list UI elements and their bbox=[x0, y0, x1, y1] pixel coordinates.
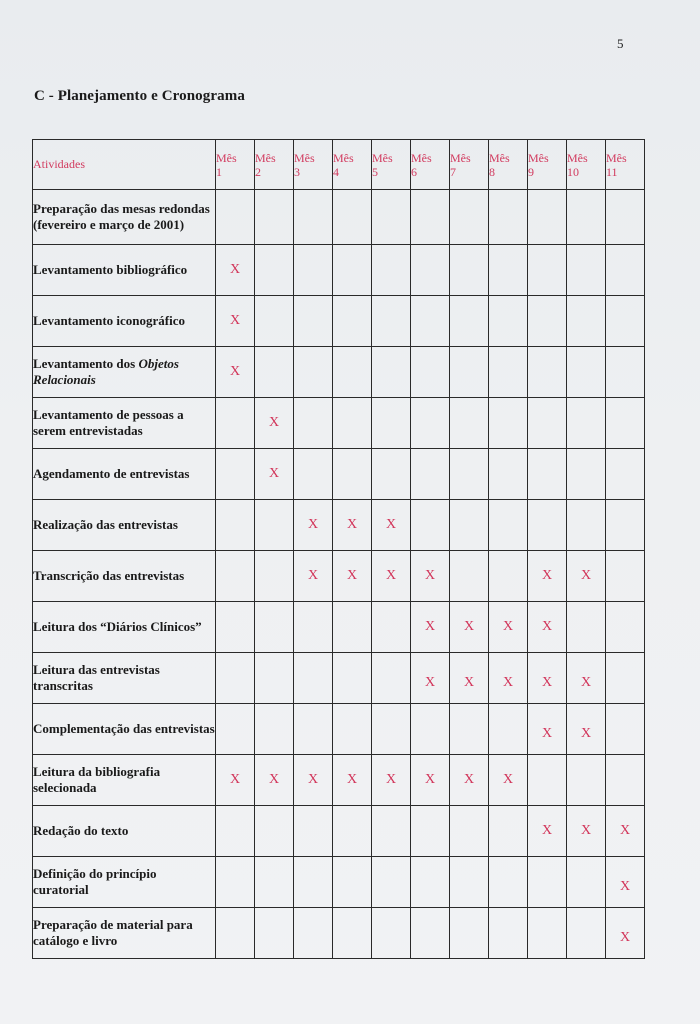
table-row bbox=[33, 500, 645, 551]
month-cell bbox=[606, 755, 645, 806]
month-cell bbox=[255, 296, 294, 347]
month-cell bbox=[216, 755, 255, 806]
month-cell bbox=[411, 755, 450, 806]
month-cell bbox=[333, 500, 372, 551]
schedule-mark: X bbox=[541, 823, 553, 838]
month-cell bbox=[567, 602, 606, 653]
month-cell bbox=[294, 449, 333, 500]
month-cell bbox=[567, 551, 606, 602]
month-cell bbox=[255, 190, 294, 245]
month-cell bbox=[294, 500, 333, 551]
schedule-mark: X bbox=[346, 517, 358, 532]
schedule-mark: X bbox=[424, 772, 436, 787]
month-number: 5 bbox=[372, 164, 378, 179]
month-cell bbox=[606, 296, 645, 347]
month-cell bbox=[216, 296, 255, 347]
schedule-mark: X bbox=[541, 568, 553, 583]
table-row bbox=[33, 602, 645, 653]
month-cell bbox=[255, 551, 294, 602]
month-number: 1 bbox=[216, 164, 222, 179]
month-cell bbox=[216, 190, 255, 245]
month-cell bbox=[489, 704, 528, 755]
month-cell bbox=[450, 296, 489, 347]
month-cell bbox=[411, 190, 450, 245]
table-row bbox=[33, 755, 645, 806]
table-row bbox=[33, 190, 645, 245]
month-cell bbox=[372, 908, 411, 959]
month-cell bbox=[216, 500, 255, 551]
month-cell bbox=[333, 602, 372, 653]
month-cell bbox=[216, 347, 255, 398]
month-header bbox=[411, 140, 450, 190]
month-cell bbox=[450, 755, 489, 806]
schedule-mark: X bbox=[307, 568, 319, 583]
month-cell bbox=[489, 602, 528, 653]
month-cell bbox=[372, 653, 411, 704]
month-label: Mês bbox=[489, 150, 510, 165]
month-cell bbox=[528, 602, 567, 653]
month-label: Mês bbox=[333, 150, 354, 165]
month-cell bbox=[294, 908, 333, 959]
month-label: Mês bbox=[450, 150, 471, 165]
schedule-mark: X bbox=[229, 772, 241, 787]
schedule-mark: X bbox=[229, 364, 241, 379]
activity-cell: Definição do princípio curatorial bbox=[33, 857, 216, 908]
month-cell bbox=[528, 500, 567, 551]
month-cell bbox=[372, 500, 411, 551]
month-cell bbox=[411, 857, 450, 908]
month-cell bbox=[489, 190, 528, 245]
month-cell bbox=[606, 653, 645, 704]
month-cell bbox=[528, 908, 567, 959]
month-cell bbox=[255, 653, 294, 704]
month-cell bbox=[294, 857, 333, 908]
schedule-mark: X bbox=[424, 568, 436, 583]
table-row bbox=[33, 806, 645, 857]
month-header bbox=[333, 140, 372, 190]
activity-cell: Levantamento iconográfico bbox=[33, 296, 216, 347]
schedule-mark: X bbox=[307, 772, 319, 787]
month-cell bbox=[567, 653, 606, 704]
month-cell bbox=[411, 347, 450, 398]
month-cell bbox=[606, 190, 645, 245]
schedule-mark: X bbox=[229, 262, 241, 277]
month-cell bbox=[567, 449, 606, 500]
month-header bbox=[528, 140, 567, 190]
month-cell bbox=[528, 704, 567, 755]
schedule-mark: X bbox=[463, 772, 475, 787]
activity-cell: Complementação das entrevistas bbox=[33, 704, 216, 755]
schedule-mark: X bbox=[346, 772, 358, 787]
activity-cell: Redação do texto bbox=[33, 806, 216, 857]
month-cell bbox=[411, 551, 450, 602]
month-cell bbox=[294, 347, 333, 398]
month-cell bbox=[606, 551, 645, 602]
table-row bbox=[33, 245, 645, 296]
month-cell bbox=[255, 398, 294, 449]
month-cell bbox=[489, 857, 528, 908]
month-cell bbox=[489, 245, 528, 296]
schedule-mark: X bbox=[424, 619, 436, 634]
month-cell bbox=[450, 653, 489, 704]
month-label: Mês bbox=[606, 150, 627, 165]
month-cell bbox=[333, 908, 372, 959]
schedule-mark: X bbox=[385, 517, 397, 532]
month-cell bbox=[489, 653, 528, 704]
month-cell bbox=[294, 602, 333, 653]
month-cell bbox=[294, 551, 333, 602]
month-cell bbox=[411, 449, 450, 500]
month-cell bbox=[411, 296, 450, 347]
month-cell bbox=[450, 500, 489, 551]
month-cell bbox=[567, 908, 606, 959]
month-header bbox=[216, 140, 255, 190]
schedule-mark: X bbox=[502, 619, 514, 634]
schedule-mark: X bbox=[580, 726, 592, 741]
month-cell bbox=[528, 398, 567, 449]
schedule-mark: X bbox=[346, 568, 358, 583]
month-cell bbox=[333, 347, 372, 398]
month-number: 10 bbox=[567, 164, 579, 179]
schedule-mark: X bbox=[580, 675, 592, 690]
month-cell bbox=[450, 806, 489, 857]
table-row bbox=[33, 908, 645, 959]
month-cell bbox=[528, 347, 567, 398]
month-label: Mês bbox=[216, 150, 237, 165]
month-cell bbox=[216, 704, 255, 755]
month-cell bbox=[294, 296, 333, 347]
month-label: Mês bbox=[294, 150, 315, 165]
month-cell bbox=[294, 398, 333, 449]
month-header bbox=[450, 140, 489, 190]
table-row bbox=[33, 857, 645, 908]
schedule-mark: X bbox=[463, 619, 475, 634]
month-cell bbox=[528, 190, 567, 245]
table-header-row bbox=[33, 140, 645, 190]
month-cell bbox=[333, 398, 372, 449]
schedule-mark: X bbox=[541, 675, 553, 690]
month-cell bbox=[489, 398, 528, 449]
month-cell bbox=[606, 245, 645, 296]
month-number: 2 bbox=[255, 164, 261, 179]
month-cell bbox=[372, 449, 411, 500]
month-cell bbox=[606, 449, 645, 500]
schedule-mark: X bbox=[541, 726, 553, 741]
month-cell bbox=[372, 602, 411, 653]
month-number: 3 bbox=[294, 164, 300, 179]
activity-cell: Preparação das mesas redondas (fevereiro e março de 2001) bbox=[33, 190, 216, 245]
month-cell bbox=[411, 704, 450, 755]
month-cell bbox=[567, 500, 606, 551]
month-cell bbox=[216, 551, 255, 602]
month-cell bbox=[372, 704, 411, 755]
month-cell bbox=[567, 190, 606, 245]
month-number: 7 bbox=[450, 164, 456, 179]
month-cell bbox=[216, 653, 255, 704]
month-cell bbox=[333, 190, 372, 245]
month-cell bbox=[294, 653, 333, 704]
schedule-mark: X bbox=[619, 930, 631, 945]
month-cell bbox=[567, 398, 606, 449]
schedule-body bbox=[33, 190, 645, 959]
month-cell bbox=[216, 398, 255, 449]
activity-cell: Leitura da bibliografia selecionada bbox=[33, 755, 216, 806]
activity-label-italic: Objetos Relacionais bbox=[33, 356, 179, 387]
month-cell bbox=[528, 245, 567, 296]
month-cell bbox=[567, 245, 606, 296]
table-row bbox=[33, 551, 645, 602]
month-header bbox=[567, 140, 606, 190]
activity-cell: Leitura dos “Diários Clínicos” bbox=[33, 602, 216, 653]
month-cell bbox=[255, 500, 294, 551]
month-cell bbox=[255, 602, 294, 653]
month-cell bbox=[606, 857, 645, 908]
month-cell bbox=[489, 755, 528, 806]
table-row bbox=[33, 296, 645, 347]
month-cell bbox=[606, 398, 645, 449]
month-cell bbox=[606, 347, 645, 398]
month-cell bbox=[489, 500, 528, 551]
schedule-mark: X bbox=[463, 675, 475, 690]
month-header bbox=[372, 140, 411, 190]
month-cell bbox=[411, 653, 450, 704]
month-cell bbox=[528, 806, 567, 857]
month-cell bbox=[411, 245, 450, 296]
activity-label: Levantamento dos bbox=[33, 356, 139, 371]
month-cell bbox=[372, 296, 411, 347]
month-header bbox=[255, 140, 294, 190]
month-cell bbox=[255, 704, 294, 755]
schedule-mark: X bbox=[619, 879, 631, 894]
month-cell bbox=[450, 398, 489, 449]
schedule-mark: X bbox=[385, 568, 397, 583]
activity-cell bbox=[33, 347, 216, 398]
schedule-mark: X bbox=[385, 772, 397, 787]
month-cell bbox=[372, 347, 411, 398]
month-cell bbox=[450, 602, 489, 653]
month-cell bbox=[567, 296, 606, 347]
month-cell bbox=[411, 908, 450, 959]
month-cell bbox=[528, 755, 567, 806]
schedule-mark: X bbox=[424, 675, 436, 690]
month-number: 8 bbox=[489, 164, 495, 179]
month-cell bbox=[255, 245, 294, 296]
month-cell bbox=[567, 704, 606, 755]
month-cell bbox=[606, 500, 645, 551]
month-cell bbox=[255, 755, 294, 806]
month-cell bbox=[450, 551, 489, 602]
schedule-mark: X bbox=[580, 568, 592, 583]
month-cell bbox=[528, 296, 567, 347]
month-cell bbox=[528, 857, 567, 908]
month-cell bbox=[294, 755, 333, 806]
schedule-mark: X bbox=[502, 675, 514, 690]
schedule-mark: X bbox=[619, 823, 631, 838]
month-cell bbox=[372, 245, 411, 296]
schedule-mark: X bbox=[229, 313, 241, 328]
month-cell bbox=[450, 347, 489, 398]
month-cell bbox=[411, 398, 450, 449]
month-cell bbox=[255, 806, 294, 857]
month-header bbox=[294, 140, 333, 190]
month-cell bbox=[567, 755, 606, 806]
month-cell bbox=[372, 755, 411, 806]
month-cell bbox=[333, 653, 372, 704]
month-cell bbox=[255, 449, 294, 500]
activity-cell: Realização das entrevistas bbox=[33, 500, 216, 551]
month-label: Mês bbox=[255, 150, 276, 165]
schedule-mark: X bbox=[541, 619, 553, 634]
month-cell bbox=[294, 245, 333, 296]
month-cell bbox=[372, 806, 411, 857]
month-number: 11 bbox=[606, 164, 618, 179]
month-cell bbox=[216, 806, 255, 857]
schedule-mark: X bbox=[307, 517, 319, 532]
activity-cell: Transcrição das entrevistas bbox=[33, 551, 216, 602]
month-cell bbox=[450, 857, 489, 908]
month-cell bbox=[489, 551, 528, 602]
activities-column-header: Atividades bbox=[33, 140, 216, 190]
month-cell bbox=[294, 190, 333, 245]
month-number: 4 bbox=[333, 164, 339, 179]
month-cell bbox=[372, 857, 411, 908]
table-row bbox=[33, 347, 645, 398]
table-row bbox=[33, 653, 645, 704]
month-cell bbox=[255, 347, 294, 398]
month-cell bbox=[333, 296, 372, 347]
month-cell bbox=[489, 347, 528, 398]
month-cell bbox=[333, 806, 372, 857]
section-title: C - Planejamento e Cronograma bbox=[34, 88, 245, 104]
schedule-mark: X bbox=[268, 772, 280, 787]
month-cell bbox=[255, 908, 294, 959]
month-label: Mês bbox=[528, 150, 549, 165]
month-cell bbox=[372, 551, 411, 602]
month-cell bbox=[606, 704, 645, 755]
page-number: 5 bbox=[617, 36, 624, 51]
month-label: Mês bbox=[411, 150, 432, 165]
month-cell bbox=[528, 449, 567, 500]
month-cell bbox=[489, 908, 528, 959]
activity-cell: Levantamento bibliográfico bbox=[33, 245, 216, 296]
month-cell bbox=[450, 190, 489, 245]
month-cell bbox=[333, 857, 372, 908]
month-cell bbox=[606, 908, 645, 959]
schedule-mark: X bbox=[268, 466, 280, 481]
schedule-mark: X bbox=[502, 772, 514, 787]
month-cell bbox=[450, 704, 489, 755]
schedule-mark: X bbox=[580, 823, 592, 838]
table-row bbox=[33, 704, 645, 755]
month-cell bbox=[489, 806, 528, 857]
month-cell bbox=[333, 755, 372, 806]
activity-cell: Preparação de material para catálogo e livro bbox=[33, 908, 216, 959]
month-cell bbox=[216, 857, 255, 908]
table-row bbox=[33, 449, 645, 500]
month-cell bbox=[216, 449, 255, 500]
month-cell bbox=[567, 347, 606, 398]
month-cell bbox=[333, 704, 372, 755]
activity-cell: Leitura das entrevistas transcritas bbox=[33, 653, 216, 704]
month-number: 9 bbox=[528, 164, 534, 179]
schedule-mark: X bbox=[268, 415, 280, 430]
month-cell bbox=[450, 245, 489, 296]
month-cell bbox=[567, 857, 606, 908]
month-cell bbox=[333, 551, 372, 602]
month-cell bbox=[411, 500, 450, 551]
month-header bbox=[489, 140, 528, 190]
activity-cell: Levantamento de pessoas a serem entrevistadas bbox=[33, 398, 216, 449]
month-label: Mês bbox=[372, 150, 393, 165]
month-cell bbox=[216, 602, 255, 653]
month-cell bbox=[216, 245, 255, 296]
month-cell bbox=[411, 602, 450, 653]
month-cell bbox=[216, 908, 255, 959]
month-header bbox=[606, 140, 645, 190]
month-cell bbox=[411, 806, 450, 857]
month-cell bbox=[450, 449, 489, 500]
month-label: Mês bbox=[567, 150, 588, 165]
month-cell bbox=[489, 449, 528, 500]
month-cell bbox=[294, 806, 333, 857]
month-cell bbox=[255, 857, 294, 908]
month-cell bbox=[450, 908, 489, 959]
month-cell bbox=[606, 602, 645, 653]
month-cell bbox=[333, 245, 372, 296]
month-cell bbox=[294, 704, 333, 755]
activity-cell: Agendamento de entrevistas bbox=[33, 449, 216, 500]
month-cell bbox=[489, 296, 528, 347]
schedule-table bbox=[32, 139, 645, 959]
month-cell bbox=[528, 653, 567, 704]
month-number: 6 bbox=[411, 164, 417, 179]
month-cell bbox=[528, 551, 567, 602]
month-cell bbox=[372, 190, 411, 245]
month-cell bbox=[333, 449, 372, 500]
table-row bbox=[33, 398, 645, 449]
month-cell bbox=[372, 398, 411, 449]
month-cell bbox=[567, 806, 606, 857]
month-cell bbox=[606, 806, 645, 857]
